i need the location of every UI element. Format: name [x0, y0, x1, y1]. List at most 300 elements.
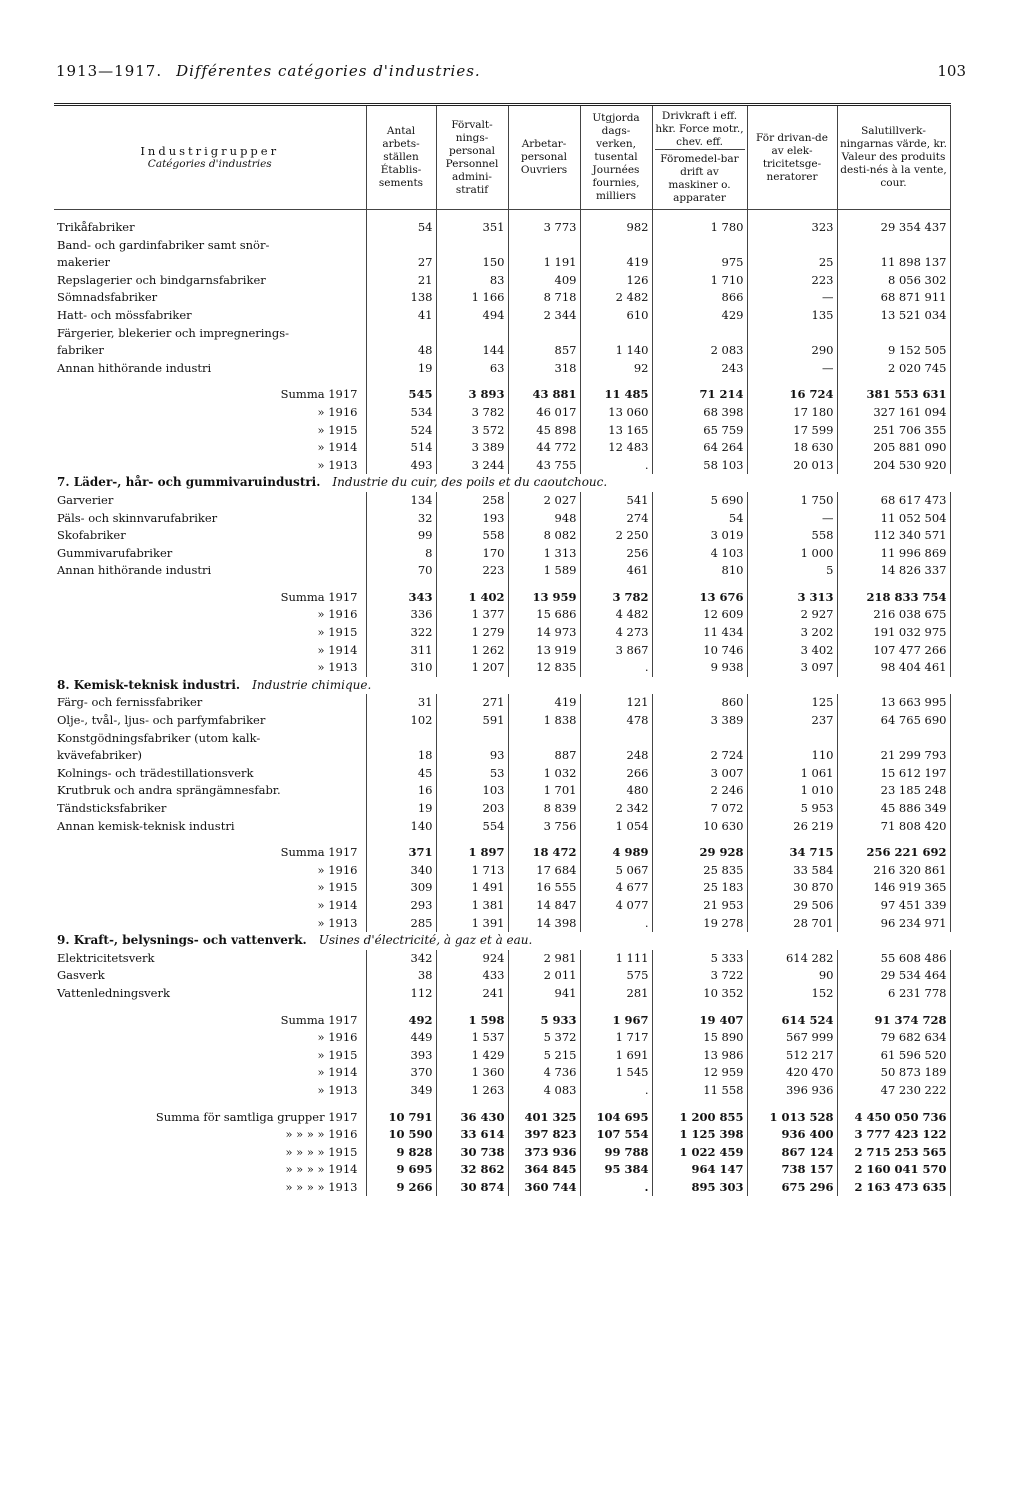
cell-machine-power: 1 125 398 — [652, 1126, 747, 1144]
cell-admin-staff: 36 430 — [436, 1109, 508, 1127]
cell-admin-staff: 241 — [436, 985, 508, 1003]
section-title-sv: 7. Läder-, hår- och gummivaruindustri. — [57, 475, 321, 490]
row-label: Summa 1917 — [54, 589, 366, 607]
cell-machine-power: 15 890 — [652, 1029, 747, 1047]
table-row — [54, 985, 950, 1003]
cell-generator-power: 614 282 — [747, 950, 837, 968]
spacer-cell — [652, 580, 747, 589]
spacer-cell — [54, 1100, 366, 1109]
cell-establishments: 340 — [366, 862, 436, 880]
cell-sales-value: 29 354 437 — [837, 219, 950, 237]
cell-sales-value: 2 715 253 565 — [837, 1144, 950, 1162]
cell-generator-power: 1 010 — [747, 782, 837, 800]
cell-workers: 360 744 — [508, 1179, 580, 1197]
spacer-cell — [366, 580, 436, 589]
cell-sales-value: 191 032 975 — [837, 624, 950, 642]
cell-machine-power: 964 147 — [652, 1161, 747, 1179]
cell-generator-power: 18 630 — [747, 439, 837, 457]
cell-establishments: 9 828 — [366, 1144, 436, 1162]
cell-sales-value: 4 450 050 736 — [837, 1109, 950, 1127]
grand-total-row — [54, 1144, 950, 1162]
table-row — [54, 360, 950, 378]
spacer-cell — [837, 1003, 950, 1012]
summary-row — [54, 606, 950, 624]
cell-sales-value: 96 234 971 — [837, 915, 950, 933]
cell-establishments: 336 — [366, 606, 436, 624]
cell-workers: 5 215 — [508, 1047, 580, 1065]
cell-days-worked: . — [580, 915, 652, 933]
cell-sales-value: 251 706 355 — [837, 422, 950, 440]
spacer-cell — [652, 377, 747, 386]
cell-days-worked: 4 677 — [580, 879, 652, 897]
cell-generator-power: 1 750 — [747, 492, 837, 510]
cell-establishments: 342 — [366, 950, 436, 968]
row-label: » 1914 — [54, 1064, 366, 1082]
spacer-cell — [580, 580, 652, 589]
cell-generator-power: 33 584 — [747, 862, 837, 880]
cell-generator-power: 396 936 — [747, 1082, 837, 1100]
cell-days-worked: 1 967 — [580, 1012, 652, 1030]
cell-workers: 373 936 — [508, 1144, 580, 1162]
page-title: Différentes catégories d'industries. — [176, 62, 481, 80]
cell-machine-power: 19 278 — [652, 915, 747, 933]
cell-establishments: 10 590 — [366, 1126, 436, 1144]
cell-workers: 43 755 — [508, 457, 580, 475]
cell-days-worked — [580, 730, 652, 748]
cell-establishments: 370 — [366, 1064, 436, 1082]
cell-machine-power: 429 — [652, 307, 747, 325]
spacer-cell — [54, 580, 366, 589]
col-header-generators: För drivan-de av elek-tricitetsge-neratorer — [747, 105, 837, 210]
cell-days-worked: 3 782 — [580, 589, 652, 607]
table-row — [54, 712, 950, 730]
cell-admin-staff: 351 — [436, 219, 508, 237]
cell-establishments: 19 — [366, 800, 436, 818]
row-label: Garverier — [54, 492, 366, 510]
spacer-cell — [436, 1100, 508, 1109]
cell-days-worked: . — [580, 1082, 652, 1100]
cell-admin-staff: 3 893 — [436, 386, 508, 404]
section-title-fr: Industrie chimique. — [252, 677, 372, 692]
cell-machine-power: 975 — [652, 254, 747, 272]
cell-generator-power: 223 — [747, 272, 837, 290]
cell-machine-power: 11 434 — [652, 624, 747, 642]
cell-workers: 1 838 — [508, 712, 580, 730]
col-header-machines — [652, 105, 747, 210]
table-row — [54, 527, 950, 545]
spacer-cell — [54, 210, 366, 220]
cell-sales-value — [837, 237, 950, 255]
cell-establishments — [366, 237, 436, 255]
cell-workers: 2 011 — [508, 967, 580, 985]
spacer-cell — [837, 377, 950, 386]
cell-days-worked: 5 067 — [580, 862, 652, 880]
cell-admin-staff: 1 381 — [436, 897, 508, 915]
cell-workers: 17 684 — [508, 862, 580, 880]
row-label: kvävefabriker) — [54, 747, 366, 765]
cell-establishments — [366, 325, 436, 343]
cell-workers: 419 — [508, 694, 580, 712]
spacer-cell — [436, 1003, 508, 1012]
cell-generator-power: 512 217 — [747, 1047, 837, 1065]
spacer-row — [54, 377, 950, 386]
cell-generator-power: 16 724 — [747, 386, 837, 404]
cell-machine-power: 5 333 — [652, 950, 747, 968]
cell-establishments: 393 — [366, 1047, 436, 1065]
group-header-fr: Catégories d'industries — [147, 157, 272, 170]
cell-establishments: 309 — [366, 879, 436, 897]
cell-establishments: 10 791 — [366, 1109, 436, 1127]
row-label: » 1915 — [54, 1047, 366, 1065]
cell-admin-staff: 63 — [436, 360, 508, 378]
cell-machine-power: 2 724 — [652, 747, 747, 765]
cell-days-worked: 1 111 — [580, 950, 652, 968]
cell-admin-staff: 53 — [436, 765, 508, 783]
grand-total-row — [54, 1179, 950, 1197]
cell-days-worked: 982 — [580, 219, 652, 237]
summary-row — [54, 404, 950, 422]
cell-days-worked: 266 — [580, 765, 652, 783]
cell-sales-value: 381 553 631 — [837, 386, 950, 404]
cell-admin-staff: 33 614 — [436, 1126, 508, 1144]
summary-row — [54, 457, 950, 475]
row-label: Annan hithörande industri — [54, 360, 366, 378]
cell-generator-power: 110 — [747, 747, 837, 765]
row-label: Gasverk — [54, 967, 366, 985]
cell-generator-power: — — [747, 360, 837, 378]
table-row — [54, 254, 950, 272]
spacer-row — [54, 210, 950, 220]
cell-machine-power — [652, 730, 747, 748]
cell-admin-staff: 494 — [436, 307, 508, 325]
cell-generator-power: — — [747, 289, 837, 307]
cell-sales-value: 11 996 869 — [837, 545, 950, 563]
cell-machine-power: 29 928 — [652, 844, 747, 862]
cell-machine-power — [652, 325, 747, 343]
spacer-cell — [508, 1100, 580, 1109]
cell-admin-staff: 1 537 — [436, 1029, 508, 1047]
cell-generator-power: 738 157 — [747, 1161, 837, 1179]
cell-establishments: 8 — [366, 545, 436, 563]
cell-workers: 1 589 — [508, 562, 580, 580]
cell-generator-power: 30 870 — [747, 879, 837, 897]
spacer-cell — [436, 377, 508, 386]
cell-workers: 1 032 — [508, 765, 580, 783]
row-label: Summa 1917 — [54, 844, 366, 862]
cell-machine-power: 810 — [652, 562, 747, 580]
cell-admin-staff: 1 360 — [436, 1064, 508, 1082]
summary-row — [54, 1047, 950, 1065]
cell-generator-power: 558 — [747, 527, 837, 545]
table-row — [54, 492, 950, 510]
spacer-cell — [366, 210, 436, 220]
cell-admin-staff: 558 — [436, 527, 508, 545]
table-row — [54, 510, 950, 528]
cell-sales-value: 9 152 505 — [837, 342, 950, 360]
cell-days-worked — [580, 237, 652, 255]
cell-admin-staff: 223 — [436, 562, 508, 580]
row-label: Krutbruk och andra sprängämnesfabr. — [54, 782, 366, 800]
cell-establishments: 112 — [366, 985, 436, 1003]
row-label: Trikåfabriker — [54, 219, 366, 237]
cell-machine-power: 1 710 — [652, 272, 747, 290]
cell-sales-value: 107 477 266 — [837, 642, 950, 660]
spacer-cell — [508, 210, 580, 220]
cell-sales-value: 11 052 504 — [837, 510, 950, 528]
cell-days-worked: 104 695 — [580, 1109, 652, 1127]
cell-workers: 46 017 — [508, 404, 580, 422]
cell-days-worked: 126 — [580, 272, 652, 290]
cell-generator-power: 323 — [747, 219, 837, 237]
cell-machine-power: 71 214 — [652, 386, 747, 404]
cell-workers: 5 372 — [508, 1029, 580, 1047]
cell-days-worked: 4 077 — [580, 897, 652, 915]
cell-establishments: 45 — [366, 765, 436, 783]
cell-sales-value: 98 404 461 — [837, 659, 950, 677]
cell-sales-value: 23 185 248 — [837, 782, 950, 800]
row-label: Summa 1917 — [54, 1012, 366, 1030]
cell-days-worked: 1 545 — [580, 1064, 652, 1082]
cell-sales-value: 64 765 690 — [837, 712, 950, 730]
row-label: Vattenledningsverk — [54, 985, 366, 1003]
cell-days-worked: . — [580, 457, 652, 475]
summary-row — [54, 862, 950, 880]
cell-establishments: 134 — [366, 492, 436, 510]
spacer-cell — [366, 377, 436, 386]
cell-machine-power: 10 746 — [652, 642, 747, 660]
cell-admin-staff: 3 244 — [436, 457, 508, 475]
spacer-cell — [580, 835, 652, 844]
cell-generator-power: 17 599 — [747, 422, 837, 440]
row-label: Annan hithörande industri — [54, 562, 366, 580]
row-label: Gummivarufabriker — [54, 545, 366, 563]
table-row — [54, 950, 950, 968]
cell-admin-staff: 591 — [436, 712, 508, 730]
cell-workers: 14 847 — [508, 897, 580, 915]
cell-admin-staff: 32 862 — [436, 1161, 508, 1179]
row-label: fabriker — [54, 342, 366, 360]
table-row — [54, 325, 950, 343]
page-number: 103 — [937, 62, 966, 80]
cell-machine-power: 866 — [652, 289, 747, 307]
table-row — [54, 562, 950, 580]
cell-establishments: 524 — [366, 422, 436, 440]
cell-generator-power: 34 715 — [747, 844, 837, 862]
cell-establishments: 293 — [366, 897, 436, 915]
cell-workers: 948 — [508, 510, 580, 528]
cell-admin-staff: 3 389 — [436, 439, 508, 457]
row-label: » 1914 — [54, 897, 366, 915]
cell-establishments: 16 — [366, 782, 436, 800]
cell-days-worked: 13 165 — [580, 422, 652, 440]
cell-establishments: 138 — [366, 289, 436, 307]
summary-row — [54, 624, 950, 642]
summary-row — [54, 422, 950, 440]
cell-sales-value: 2 160 041 570 — [837, 1161, 950, 1179]
cell-workers — [508, 730, 580, 748]
cell-admin-staff: 554 — [436, 818, 508, 836]
cell-machine-power: 3 722 — [652, 967, 747, 985]
table-row — [54, 694, 950, 712]
cell-admin-staff: 258 — [436, 492, 508, 510]
table-row — [54, 818, 950, 836]
cell-admin-staff: 3 782 — [436, 404, 508, 422]
cell-admin-staff: 30 874 — [436, 1179, 508, 1197]
cell-sales-value: 256 221 692 — [837, 844, 950, 862]
cell-establishments: 140 — [366, 818, 436, 836]
cell-workers: 12 835 — [508, 659, 580, 677]
statistics-table — [54, 103, 951, 1196]
summary-row — [54, 659, 950, 677]
cell-generator-power: 675 296 — [747, 1179, 837, 1197]
cell-machine-power: 13 986 — [652, 1047, 747, 1065]
cell-establishments — [366, 730, 436, 748]
section-title-fr: Industrie du cuir, des poils et du caoutchouc. — [332, 475, 608, 490]
spacer-cell — [652, 1100, 747, 1109]
cell-admin-staff: 193 — [436, 510, 508, 528]
table-row — [54, 730, 950, 748]
cell-admin-staff — [436, 237, 508, 255]
cell-admin-staff: 1 391 — [436, 915, 508, 933]
cell-machine-power: 2 246 — [652, 782, 747, 800]
cell-admin-staff: 1 598 — [436, 1012, 508, 1030]
spacer-cell — [580, 1003, 652, 1012]
cell-days-worked: 1 054 — [580, 818, 652, 836]
spacer-cell — [508, 835, 580, 844]
cell-admin-staff: 1 429 — [436, 1047, 508, 1065]
cell-establishments: 9 695 — [366, 1161, 436, 1179]
cell-establishments: 41 — [366, 307, 436, 325]
row-label: Färg- och fernissfabriker — [54, 694, 366, 712]
cell-generator-power: 936 400 — [747, 1126, 837, 1144]
cell-machine-power: 860 — [652, 694, 747, 712]
cell-machine-power: 65 759 — [652, 422, 747, 440]
cell-workers: 4 736 — [508, 1064, 580, 1082]
cell-sales-value: 71 808 420 — [837, 818, 950, 836]
spacer-row — [54, 835, 950, 844]
cell-establishments: 18 — [366, 747, 436, 765]
cell-establishments: 311 — [366, 642, 436, 660]
cell-workers: 887 — [508, 747, 580, 765]
cell-workers: 364 845 — [508, 1161, 580, 1179]
cell-machine-power: 9 938 — [652, 659, 747, 677]
spacer-cell — [747, 1100, 837, 1109]
cell-admin-staff — [436, 730, 508, 748]
cell-machine-power: 3 007 — [652, 765, 747, 783]
spacer-row — [54, 1003, 950, 1012]
group-header-sv: Industrigrupper — [140, 143, 280, 158]
cell-machine-power: 895 303 — [652, 1179, 747, 1197]
cell-sales-value: 216 038 675 — [837, 606, 950, 624]
cell-admin-staff: 30 738 — [436, 1144, 508, 1162]
cell-days-worked: 99 788 — [580, 1144, 652, 1162]
section-title — [54, 474, 950, 492]
cell-machine-power: 5 690 — [652, 492, 747, 510]
cell-workers: 318 — [508, 360, 580, 378]
cell-admin-staff: 433 — [436, 967, 508, 985]
row-label: Sömnadsfabriker — [54, 289, 366, 307]
row-label: » » » » 1913 — [54, 1179, 366, 1197]
cell-days-worked: 419 — [580, 254, 652, 272]
cell-sales-value: 2 020 745 — [837, 360, 950, 378]
spacer-cell — [436, 210, 508, 220]
cell-machine-power: 1 200 855 — [652, 1109, 747, 1127]
summary-row — [54, 1012, 950, 1030]
spacer-cell — [508, 1003, 580, 1012]
section-title-row — [54, 677, 950, 695]
col-header-value: Salutillverk-ningarnas värde, kr. Valeur des produits desti-nés à la vente, cour. — [837, 105, 950, 210]
cell-admin-staff: 103 — [436, 782, 508, 800]
table-row — [54, 342, 950, 360]
cell-admin-staff: 1 491 — [436, 879, 508, 897]
section-title — [54, 932, 950, 950]
cell-days-worked: 95 384 — [580, 1161, 652, 1179]
grand-total-row — [54, 1109, 950, 1127]
spacer-cell — [436, 580, 508, 589]
cell-workers: 1 191 — [508, 254, 580, 272]
cell-workers: 8 082 — [508, 527, 580, 545]
cell-generator-power: 237 — [747, 712, 837, 730]
spacer-row — [54, 1100, 950, 1109]
cell-establishments: 349 — [366, 1082, 436, 1100]
cell-sales-value: 50 873 189 — [837, 1064, 950, 1082]
section-title-row — [54, 474, 950, 492]
cell-sales-value: 68 871 911 — [837, 289, 950, 307]
cell-generator-power: 3 402 — [747, 642, 837, 660]
cell-machine-power: 3 019 — [652, 527, 747, 545]
cell-workers: 3 773 — [508, 219, 580, 237]
spacer-cell — [366, 835, 436, 844]
spacer-cell — [652, 210, 747, 220]
cell-establishments: 27 — [366, 254, 436, 272]
cell-machine-power: 12 959 — [652, 1064, 747, 1082]
row-label: » 1913 — [54, 659, 366, 677]
row-label: » 1916 — [54, 862, 366, 880]
cell-days-worked: 1 717 — [580, 1029, 652, 1047]
cell-generator-power: 867 124 — [747, 1144, 837, 1162]
table-row — [54, 545, 950, 563]
cell-generator-power: 26 219 — [747, 818, 837, 836]
cell-establishments: 449 — [366, 1029, 436, 1047]
row-label: » 1916 — [54, 404, 366, 422]
row-label: Summa för samtliga grupper 1917 — [54, 1109, 366, 1127]
cell-workers: 941 — [508, 985, 580, 1003]
summary-row — [54, 642, 950, 660]
cell-sales-value: 13 663 995 — [837, 694, 950, 712]
cell-sales-value: 97 451 339 — [837, 897, 950, 915]
cell-workers: 409 — [508, 272, 580, 290]
spacer-cell — [652, 1003, 747, 1012]
cell-machine-power: 1 780 — [652, 219, 747, 237]
spacer-cell — [837, 1100, 950, 1109]
spacer-cell — [366, 1003, 436, 1012]
cell-admin-staff: 271 — [436, 694, 508, 712]
cell-admin-staff: 1 207 — [436, 659, 508, 677]
cell-sales-value: 45 886 349 — [837, 800, 950, 818]
cell-generator-power — [747, 237, 837, 255]
cell-sales-value: 21 299 793 — [837, 747, 950, 765]
cell-establishments: 371 — [366, 844, 436, 862]
cell-days-worked: 478 — [580, 712, 652, 730]
cell-admin-staff: 150 — [436, 254, 508, 272]
cell-days-worked: 281 — [580, 985, 652, 1003]
spacer-cell — [747, 210, 837, 220]
cell-days-worked: 2 342 — [580, 800, 652, 818]
cell-machine-power: 54 — [652, 510, 747, 528]
row-label: makerier — [54, 254, 366, 272]
col-header-group — [54, 105, 366, 210]
spacer-cell — [837, 580, 950, 589]
